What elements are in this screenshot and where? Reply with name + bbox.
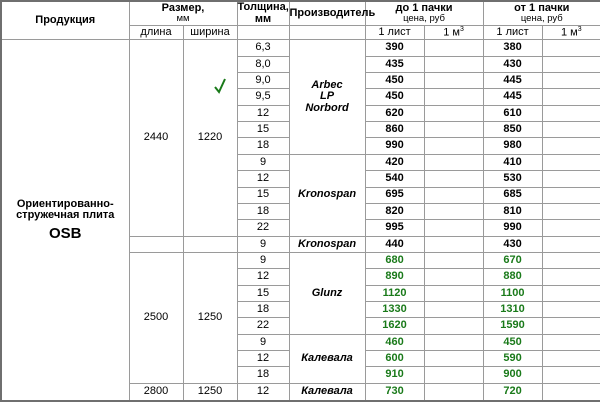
price-cell-2 xyxy=(424,171,483,187)
price-cell-3: 380 xyxy=(483,40,542,56)
price-cell-4 xyxy=(542,285,600,301)
product-line-2: стружечная плита xyxy=(16,209,115,222)
price-cell-4 xyxy=(542,105,600,121)
price-cell-4 xyxy=(542,122,600,138)
price-cell-4 xyxy=(542,187,600,203)
thickness-cell: 9 xyxy=(237,154,289,170)
price-cell-1: 860 xyxy=(365,122,424,138)
price-cell-4 xyxy=(542,73,600,89)
price-cell-1: 1330 xyxy=(365,302,424,318)
price-cell-4 xyxy=(542,171,600,187)
price-cell-2 xyxy=(424,236,483,252)
price-cell-1: 890 xyxy=(365,269,424,285)
price-cell-1: 1620 xyxy=(365,318,424,334)
price-cell-4 xyxy=(542,302,600,318)
header-length: длина xyxy=(129,26,183,40)
maker-name-line: Norbord xyxy=(305,101,349,114)
price-cell-1: 440 xyxy=(365,236,424,252)
price-cell-4 xyxy=(542,269,600,285)
price-cell-4 xyxy=(542,203,600,219)
table-row xyxy=(1,40,600,56)
thickness-cell: 18 xyxy=(237,138,289,154)
price-cell-1: 730 xyxy=(365,383,424,400)
header-size xyxy=(129,1,237,26)
price-cell-3: 610 xyxy=(483,105,542,121)
header-group-one-sub: цена, руб xyxy=(520,13,563,25)
header-width: ширина xyxy=(183,26,237,40)
size-width-cell: 1250 xyxy=(183,252,237,383)
size-width-cell xyxy=(183,236,237,252)
price-cell-3: 410 xyxy=(483,154,542,170)
thickness-cell: 15 xyxy=(237,122,289,138)
price-cell-2 xyxy=(424,56,483,72)
price-cell-2 xyxy=(424,367,483,383)
thickness-cell: 12 xyxy=(237,269,289,285)
price-cell-3: 810 xyxy=(483,203,542,219)
maker-name-line: Калевала xyxy=(301,384,353,397)
price-cell-2 xyxy=(424,203,483,219)
maker-name-line: Калевала xyxy=(301,352,353,365)
price-cell-3: 445 xyxy=(483,89,542,105)
price-cell-1: 450 xyxy=(365,89,424,105)
header-size-unit: мм xyxy=(176,13,190,25)
header-maker-spacer xyxy=(289,26,365,40)
price-cell-1: 620 xyxy=(365,105,424,121)
price-cell-4 xyxy=(542,367,600,383)
price-cell-1: 695 xyxy=(365,187,424,203)
price-cell-4 xyxy=(542,383,600,400)
price-cell-1: 435 xyxy=(365,56,424,72)
maker-cell xyxy=(289,383,365,400)
table-header xyxy=(1,1,600,40)
price-cell-3: 445 xyxy=(483,73,542,89)
price-cell-1: 820 xyxy=(365,203,424,219)
thickness-cell: 9 xyxy=(237,236,289,252)
price-cell-3: 1310 xyxy=(483,302,542,318)
price-cell-2 xyxy=(424,40,483,56)
thickness-cell: 12 xyxy=(237,171,289,187)
price-cell-2 xyxy=(424,351,483,367)
price-cell-2 xyxy=(424,154,483,170)
thickness-cell: 9,0 xyxy=(237,73,289,89)
price-cell-3: 900 xyxy=(483,367,542,383)
price-cell-4 xyxy=(542,318,600,334)
thickness-cell: 22 xyxy=(237,318,289,334)
price-cell-1: 1120 xyxy=(365,285,424,301)
price-cell-1: 600 xyxy=(365,351,424,367)
header-group-pack-sub: цена, руб xyxy=(403,13,445,25)
thickness-cell: 15 xyxy=(237,187,289,203)
price-cell-2 xyxy=(424,122,483,138)
maker-name-line: LP xyxy=(319,90,335,103)
price-cell-1: 540 xyxy=(365,171,424,187)
maker-cell xyxy=(289,40,365,155)
price-cell-4 xyxy=(542,56,600,72)
price-cell-3: 450 xyxy=(483,334,542,350)
price-cell-2 xyxy=(424,89,483,105)
price-cell-2 xyxy=(424,73,483,89)
price-cell-4 xyxy=(542,334,600,350)
maker-name-line: Kronospan xyxy=(297,237,357,250)
price-cell-2 xyxy=(424,105,483,121)
price-cell-1: 450 xyxy=(365,73,424,89)
price-cell-3: 590 xyxy=(483,351,542,367)
header-product: Продукция xyxy=(1,1,129,40)
price-cell-2 xyxy=(424,252,483,268)
maker-name-line: Arbec xyxy=(311,78,343,91)
price-cell-4 xyxy=(542,252,600,268)
price-cell-2 xyxy=(424,269,483,285)
thickness-cell: 8,0 xyxy=(237,56,289,72)
price-cell-2 xyxy=(424,383,483,400)
thickness-cell: 9 xyxy=(237,334,289,350)
header-group-one xyxy=(483,1,600,26)
price-cell-4 xyxy=(542,89,600,105)
maker-cell xyxy=(289,252,365,334)
price-cell-1: 910 xyxy=(365,367,424,383)
price-cell-3: 880 xyxy=(483,269,542,285)
thickness-cell: 12 xyxy=(237,383,289,400)
price-cell-3: 530 xyxy=(483,171,542,187)
size-width-cell: 1250 xyxy=(183,383,237,400)
header-row-top xyxy=(1,1,600,26)
price-cell-2 xyxy=(424,187,483,203)
size-length-cell xyxy=(129,236,183,252)
header-group-one-label: от 1 пачки xyxy=(514,1,570,14)
header-group-pack-label: до 1 пачки xyxy=(395,1,453,14)
maker-cell xyxy=(289,236,365,252)
price-cell-4 xyxy=(542,154,600,170)
price-cell-3: 685 xyxy=(483,187,542,203)
table-body xyxy=(1,40,600,401)
header-pack-sheet: 1 лист xyxy=(365,26,424,40)
price-cell-4 xyxy=(542,138,600,154)
thickness-cell: 18 xyxy=(237,367,289,383)
price-cell-4 xyxy=(542,40,600,56)
maker-name-line: Kronospan xyxy=(297,188,357,201)
header-group-pack xyxy=(365,1,483,26)
header-one-sheet: 1 лист xyxy=(483,26,542,40)
thickness-cell: 18 xyxy=(237,302,289,318)
price-cell-3: 430 xyxy=(483,236,542,252)
maker-cell xyxy=(289,154,365,236)
price-cell-3: 1100 xyxy=(483,285,542,301)
price-cell-3: 1590 xyxy=(483,318,542,334)
thickness-cell: 12 xyxy=(237,351,289,367)
maker-cell xyxy=(289,334,365,383)
price-cell-4 xyxy=(542,236,600,252)
thickness-cell: 15 xyxy=(237,285,289,301)
size-length-cell: 2440 xyxy=(129,40,183,236)
price-cell-2 xyxy=(424,334,483,350)
price-cell-3: 990 xyxy=(483,220,542,236)
price-cell-3: 980 xyxy=(483,138,542,154)
price-cell-3: 670 xyxy=(483,252,542,268)
maker-name-line: Glunz xyxy=(311,286,343,299)
price-cell-1: 990 xyxy=(365,138,424,154)
thickness-cell: 22 xyxy=(237,220,289,236)
price-cell-1: 680 xyxy=(365,252,424,268)
header-pack-cube: 1 $м^3$ xyxy=(424,26,483,40)
size-length-cell: 2500 xyxy=(129,252,183,383)
price-cell-3: 850 xyxy=(483,122,542,138)
price-cell-1: 460 xyxy=(365,334,424,350)
price-cell-2 xyxy=(424,285,483,301)
product-cell xyxy=(1,40,129,401)
price-cell-4 xyxy=(542,351,600,367)
thickness-cell: 6,3 xyxy=(237,40,289,56)
price-cell-2 xyxy=(424,138,483,154)
price-cell-4 xyxy=(542,220,600,236)
price-cell-1: 390 xyxy=(365,40,424,56)
size-width-cell: 1220 xyxy=(183,40,237,236)
header-maker: Производитель xyxy=(289,1,365,26)
price-cell-2 xyxy=(424,318,483,334)
size-length-cell: 2800 xyxy=(129,383,183,400)
product-line-1: Ориентированно- xyxy=(16,197,114,210)
header-thickness: Толщина, мм xyxy=(237,1,289,25)
thickness-cell: 12 xyxy=(237,105,289,121)
thickness-cell: 9,5 xyxy=(237,89,289,105)
price-cell-3: 430 xyxy=(483,56,542,72)
thickness-cell: 9 xyxy=(237,252,289,268)
price-cell-1: 420 xyxy=(365,154,424,170)
price-cell-1: 995 xyxy=(365,220,424,236)
price-cell-2 xyxy=(424,302,483,318)
header-thickness-spacer xyxy=(237,26,289,40)
header-size-label: Размер, xyxy=(161,1,205,14)
product-abbreviation: OSB xyxy=(48,224,82,242)
thickness-cell: 18 xyxy=(237,203,289,219)
price-cell-3: 720 xyxy=(483,383,542,400)
price-cell-2 xyxy=(424,220,483,236)
header-one-cube: 1 $м^3$ xyxy=(542,26,600,40)
